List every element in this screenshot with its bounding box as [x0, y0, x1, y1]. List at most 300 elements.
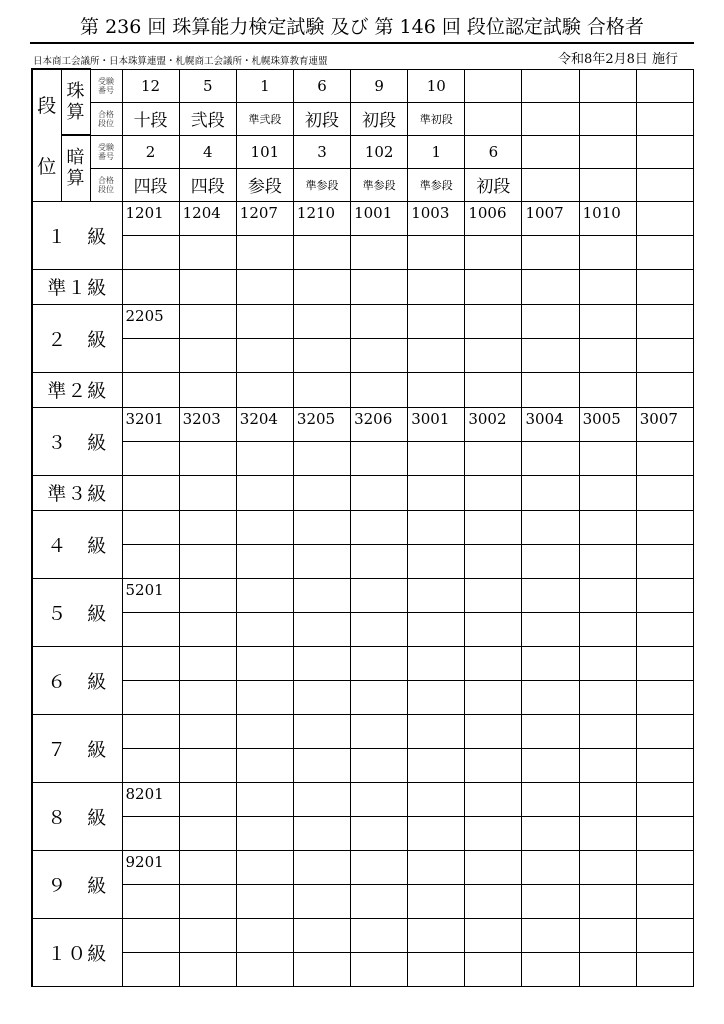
exam-number-cell	[293, 850, 350, 884]
exam-number-cell	[522, 850, 579, 884]
exam-number-cell	[522, 748, 579, 782]
dan-cell: 四段	[179, 168, 236, 201]
exam-number-cell: 1003	[408, 201, 465, 235]
exam-number-cell	[522, 918, 579, 952]
exam-number-cell	[579, 782, 636, 816]
grade-label: 準２級	[32, 372, 122, 407]
exam-number-cell: 3201	[122, 407, 179, 441]
dan-cell	[522, 168, 579, 201]
exam-number-cell	[351, 578, 408, 612]
exam-number-cell	[636, 748, 693, 782]
dan-cell	[579, 135, 636, 168]
exam-number-cell	[351, 441, 408, 475]
exam-number-cell	[179, 850, 236, 884]
exam-number-cell	[236, 441, 293, 475]
exam-number-cell	[351, 748, 408, 782]
exam-number-cell: 9201	[122, 850, 179, 884]
exam-number-cell	[236, 748, 293, 782]
exam-number-cell: 3001	[408, 407, 465, 441]
exam-number-cell	[351, 544, 408, 578]
exam-number-cell	[236, 884, 293, 918]
grade-label: ５ 級	[32, 578, 122, 646]
dan-cell: 準初段	[408, 102, 465, 135]
exam-number-cell	[236, 918, 293, 952]
grade-label: ８ 級	[32, 782, 122, 850]
exam-number-cell	[465, 748, 522, 782]
exam-number-cell	[408, 578, 465, 612]
exam-number-cell	[465, 372, 522, 407]
dan-cell: 5	[179, 69, 236, 102]
dan-cell: 9	[351, 69, 408, 102]
exam-number-cell	[351, 475, 408, 510]
exam-number-cell	[236, 952, 293, 986]
row-kind-label	[90, 69, 122, 102]
exam-number-cell	[465, 850, 522, 884]
exam-number-cell	[122, 918, 179, 952]
anzan-label	[61, 135, 90, 201]
exam-number-cell: 3204	[236, 407, 293, 441]
page-title: 第 236 回 珠算能力検定試験 及び 第 146 回 段位認定試験 合格者	[30, 14, 694, 44]
row-kind-label-text: 合格段位	[98, 175, 114, 194]
exam-number-cell	[465, 816, 522, 850]
dan-cell	[636, 135, 693, 168]
exam-number-cell	[293, 441, 350, 475]
dan-cell: 3	[293, 135, 350, 168]
dan-label	[32, 69, 61, 201]
exam-number-cell	[636, 372, 693, 407]
dan-cell	[636, 102, 693, 135]
exam-number-cell	[522, 304, 579, 338]
exam-number-cell	[122, 510, 179, 544]
exam-number-cell	[522, 441, 579, 475]
exam-number-cell	[351, 952, 408, 986]
exam-number-cell	[179, 372, 236, 407]
exam-number-cell	[636, 269, 693, 304]
exam-number-cell: 1001	[351, 201, 408, 235]
exam-number-cell	[465, 475, 522, 510]
exam-number-cell	[522, 510, 579, 544]
exam-number-cell	[293, 714, 350, 748]
exam-number-cell	[351, 680, 408, 714]
dan-cell	[522, 69, 579, 102]
exam-number-cell	[179, 475, 236, 510]
exam-number-cell	[236, 646, 293, 680]
row-kind-label-text: 合格段位	[98, 109, 114, 128]
exam-number-cell: 3206	[351, 407, 408, 441]
exam-number-cell	[122, 269, 179, 304]
dan-cell: 準参段	[351, 168, 408, 201]
exam-number-cell	[236, 782, 293, 816]
exam-number-cell	[179, 235, 236, 269]
exam-number-cell	[122, 952, 179, 986]
exam-number-cell	[408, 884, 465, 918]
exam-number-cell	[465, 680, 522, 714]
exam-number-cell	[579, 680, 636, 714]
exam-number-cell	[636, 952, 693, 986]
exam-number-cell	[293, 475, 350, 510]
dan-cell: 初段	[465, 168, 522, 201]
exam-number-cell	[351, 850, 408, 884]
dan-cell: 2	[122, 135, 179, 168]
exam-number-cell	[465, 338, 522, 372]
exam-number-cell	[351, 510, 408, 544]
exam-number-cell	[351, 646, 408, 680]
exam-number-cell	[636, 441, 693, 475]
exam-number-cell	[293, 269, 350, 304]
exam-number-cell	[636, 578, 693, 612]
dan-cell: 準参段	[408, 168, 465, 201]
exam-number-cell	[236, 338, 293, 372]
exam-number-cell	[465, 441, 522, 475]
dan-cell: 初段	[293, 102, 350, 135]
dan-cell: 1	[408, 135, 465, 168]
exam-number-cell	[522, 612, 579, 646]
exam-number-cell	[236, 510, 293, 544]
exam-number-cell	[122, 748, 179, 782]
exam-number-cell	[293, 372, 350, 407]
exam-number-cell	[408, 918, 465, 952]
exam-number-cell	[293, 338, 350, 372]
exam-number-cell	[236, 269, 293, 304]
dan-cell: 初段	[351, 102, 408, 135]
exam-number-cell	[122, 612, 179, 646]
exam-number-cell	[522, 269, 579, 304]
exam-number-cell	[351, 269, 408, 304]
exam-number-cell	[179, 338, 236, 372]
exam-number-cell	[579, 918, 636, 952]
dan-cell: 参段	[236, 168, 293, 201]
exam-number-cell	[179, 544, 236, 578]
exam-number-cell	[408, 748, 465, 782]
exam-number-cell	[236, 235, 293, 269]
exam-number-cell	[522, 952, 579, 986]
exam-number-cell	[293, 612, 350, 646]
exam-number-cell	[351, 338, 408, 372]
dan-cell: 1	[236, 69, 293, 102]
exam-number-cell	[122, 372, 179, 407]
exam-number-cell	[236, 578, 293, 612]
exam-number-cell	[236, 850, 293, 884]
exam-number-cell	[236, 372, 293, 407]
exam-number-cell	[465, 578, 522, 612]
row-kind-label	[90, 135, 122, 168]
exam-number-cell: 3004	[522, 407, 579, 441]
exam-number-cell	[579, 748, 636, 782]
dan-cell: 準参段	[293, 168, 350, 201]
dan-cell	[579, 69, 636, 102]
exam-number-cell	[293, 235, 350, 269]
exam-number-cell	[522, 475, 579, 510]
exam-number-cell	[579, 235, 636, 269]
exam-number-cell	[522, 782, 579, 816]
exam-number-cell	[351, 612, 408, 646]
exam-number-cell	[579, 544, 636, 578]
exam-number-cell	[179, 748, 236, 782]
exam-number-cell	[579, 714, 636, 748]
exam-number-cell: 2205	[122, 304, 179, 338]
exam-number-cell	[579, 441, 636, 475]
dan-cell	[465, 69, 522, 102]
dan-cell: 準弐段	[236, 102, 293, 135]
exam-number-cell	[465, 918, 522, 952]
exam-number-cell	[179, 304, 236, 338]
exam-number-cell	[179, 884, 236, 918]
row-kind-label-text: 受験番号	[98, 76, 114, 95]
dan-cell: 四段	[122, 168, 179, 201]
exam-number-cell	[179, 441, 236, 475]
exam-number-cell	[579, 510, 636, 544]
exam-number-cell	[636, 816, 693, 850]
exam-number-cell	[636, 646, 693, 680]
exam-number-cell	[408, 850, 465, 884]
dan-cell	[636, 69, 693, 102]
exam-number-cell	[236, 544, 293, 578]
exam-number-cell	[122, 475, 179, 510]
exam-number-cell	[465, 612, 522, 646]
exam-number-cell	[408, 441, 465, 475]
exam-number-cell: 3002	[465, 407, 522, 441]
dan-cell	[465, 102, 522, 135]
exam-number-cell	[579, 884, 636, 918]
exam-number-cell	[465, 646, 522, 680]
exam-number-cell: 3205	[293, 407, 350, 441]
grade-label: ２ 級	[32, 304, 122, 372]
exam-number-cell	[636, 304, 693, 338]
dan-label-bottom: 位	[37, 156, 57, 179]
exam-number-cell	[351, 235, 408, 269]
exam-number-cell	[465, 544, 522, 578]
exam-number-cell	[408, 338, 465, 372]
exam-number-cell	[408, 816, 465, 850]
exam-number-cell	[179, 269, 236, 304]
exam-number-cell	[465, 269, 522, 304]
exam-number-cell	[636, 544, 693, 578]
exam-number-cell	[122, 714, 179, 748]
exam-number-cell	[293, 680, 350, 714]
dan-cell	[522, 135, 579, 168]
exam-number-cell	[465, 304, 522, 338]
exam-number-cell	[179, 714, 236, 748]
exam-number-cell	[293, 304, 350, 338]
exam-number-cell	[579, 612, 636, 646]
dan-label-top: 段	[37, 95, 57, 118]
exam-number-cell	[236, 304, 293, 338]
exam-number-cell	[465, 952, 522, 986]
exam-number-cell	[522, 884, 579, 918]
exam-number-cell	[179, 510, 236, 544]
exam-number-cell	[408, 612, 465, 646]
exam-number-cell	[293, 578, 350, 612]
exam-number-cell	[465, 235, 522, 269]
exam-number-cell	[351, 884, 408, 918]
exam-number-cell: 3005	[579, 407, 636, 441]
exam-number-cell	[636, 475, 693, 510]
exam-number-cell	[579, 646, 636, 680]
dan-cell: 弐段	[179, 102, 236, 135]
exam-number-cell	[122, 338, 179, 372]
exam-number-cell	[522, 646, 579, 680]
exam-number-cell	[236, 475, 293, 510]
shuzan-label	[61, 69, 90, 135]
dan-cell: 十段	[122, 102, 179, 135]
exam-number-cell	[351, 918, 408, 952]
dan-cell: 10	[408, 69, 465, 102]
exam-number-cell	[236, 714, 293, 748]
exam-number-cell	[636, 714, 693, 748]
exam-number-cell	[636, 235, 693, 269]
exam-number-cell: 3007	[636, 407, 693, 441]
grade-label: 準１級	[32, 269, 122, 304]
grade-label: ９ 級	[32, 850, 122, 918]
grade-label: 準３級	[32, 475, 122, 510]
exam-number-cell	[179, 680, 236, 714]
exam-number-cell	[179, 612, 236, 646]
anzan-label-text: 暗算	[66, 147, 85, 190]
exam-number-cell	[408, 304, 465, 338]
dan-cell	[579, 102, 636, 135]
exam-number-cell: 1006	[465, 201, 522, 235]
exam-number-cell	[293, 884, 350, 918]
exam-number-cell	[636, 338, 693, 372]
exam-number-cell	[293, 816, 350, 850]
exam-number-cell	[408, 269, 465, 304]
exam-number-cell	[408, 782, 465, 816]
dan-cell	[636, 168, 693, 201]
organizers: 日本商工会議所・日本珠算連盟・札幌商工会議所・札幌珠算教育連盟	[33, 56, 328, 67]
exam-number-cell	[579, 304, 636, 338]
exam-number-cell	[579, 269, 636, 304]
exam-number-cell	[522, 578, 579, 612]
exam-number-cell	[351, 782, 408, 816]
exam-number-cell	[408, 235, 465, 269]
exam-number-cell	[351, 372, 408, 407]
exam-number-cell	[465, 510, 522, 544]
exam-number-cell	[636, 782, 693, 816]
exam-number-cell	[636, 884, 693, 918]
grade-label: １０級	[32, 918, 122, 986]
exam-number-cell: 1207	[236, 201, 293, 235]
exam-number-cell	[236, 680, 293, 714]
exam-number-cell	[579, 338, 636, 372]
exam-number-cell	[122, 544, 179, 578]
exam-number-cell	[522, 338, 579, 372]
row-kind-label	[90, 102, 122, 135]
grade-label: ３ 級	[32, 407, 122, 475]
exam-number-cell: 3203	[179, 407, 236, 441]
exam-number-cell	[522, 816, 579, 850]
exam-number-cell	[293, 544, 350, 578]
exam-number-cell	[351, 816, 408, 850]
dan-cell: 6	[465, 135, 522, 168]
exam-number-cell	[636, 201, 693, 235]
exam-number-cell	[293, 748, 350, 782]
exam-number-cell	[179, 816, 236, 850]
exam-number-cell	[465, 884, 522, 918]
exam-number-cell	[351, 304, 408, 338]
exam-number-cell	[636, 850, 693, 884]
exam-number-cell	[293, 918, 350, 952]
exam-number-cell	[293, 646, 350, 680]
exam-number-cell	[408, 714, 465, 748]
exam-number-cell	[408, 952, 465, 986]
dan-cell: 102	[351, 135, 408, 168]
grade-label: ６ 級	[32, 646, 122, 714]
exam-number-cell	[122, 646, 179, 680]
exam-number-cell	[236, 612, 293, 646]
exam-number-cell	[408, 510, 465, 544]
grade-label: ７ 級	[32, 714, 122, 782]
exam-number-cell: 1204	[179, 201, 236, 235]
exam-number-cell	[122, 680, 179, 714]
exam-number-cell	[179, 782, 236, 816]
grade-label: ４ 級	[32, 510, 122, 578]
exam-number-cell	[579, 475, 636, 510]
dan-cell	[522, 102, 579, 135]
exam-number-cell	[579, 816, 636, 850]
dan-cell: 6	[293, 69, 350, 102]
row-kind-label	[90, 168, 122, 201]
dan-cell: 101	[236, 135, 293, 168]
exam-number-cell	[179, 952, 236, 986]
exam-number-cell	[122, 235, 179, 269]
exam-number-cell	[408, 680, 465, 714]
exam-number-cell	[636, 680, 693, 714]
exam-number-cell	[522, 235, 579, 269]
exam-number-cell	[122, 816, 179, 850]
exam-number-cell	[179, 918, 236, 952]
results-table	[31, 68, 694, 987]
exam-number-cell: 8201	[122, 782, 179, 816]
exam-number-cell	[293, 782, 350, 816]
exam-number-cell	[579, 578, 636, 612]
exam-number-cell: 1201	[122, 201, 179, 235]
exam-number-cell	[579, 372, 636, 407]
dan-cell: 4	[179, 135, 236, 168]
exam-number-cell	[465, 782, 522, 816]
exam-number-cell	[236, 816, 293, 850]
dan-cell: 12	[122, 69, 179, 102]
exam-number-cell	[579, 850, 636, 884]
exam-number-cell	[179, 646, 236, 680]
exam-number-cell: 1210	[293, 201, 350, 235]
exam-number-cell	[408, 646, 465, 680]
exam-number-cell	[522, 544, 579, 578]
exam-number-cell	[122, 884, 179, 918]
exam-number-cell	[408, 372, 465, 407]
exam-number-cell	[293, 510, 350, 544]
row-kind-label-text: 受験番号	[98, 142, 114, 161]
exam-date: 令和8年2月8日 施行	[558, 52, 678, 67]
exam-number-cell	[579, 952, 636, 986]
exam-number-cell	[351, 714, 408, 748]
exam-number-cell	[636, 510, 693, 544]
exam-number-cell: 1010	[579, 201, 636, 235]
exam-number-cell: 1007	[522, 201, 579, 235]
exam-number-cell	[636, 612, 693, 646]
shuzan-label-text: 珠算	[66, 81, 85, 123]
exam-number-cell	[122, 441, 179, 475]
exam-number-cell	[465, 714, 522, 748]
exam-number-cell	[522, 680, 579, 714]
dan-cell	[579, 168, 636, 201]
exam-number-cell	[522, 714, 579, 748]
exam-number-cell	[293, 952, 350, 986]
exam-number-cell	[179, 578, 236, 612]
exam-number-cell	[408, 544, 465, 578]
grade-label: １ 級	[32, 201, 122, 269]
exam-number-cell	[636, 918, 693, 952]
exam-number-cell	[522, 372, 579, 407]
